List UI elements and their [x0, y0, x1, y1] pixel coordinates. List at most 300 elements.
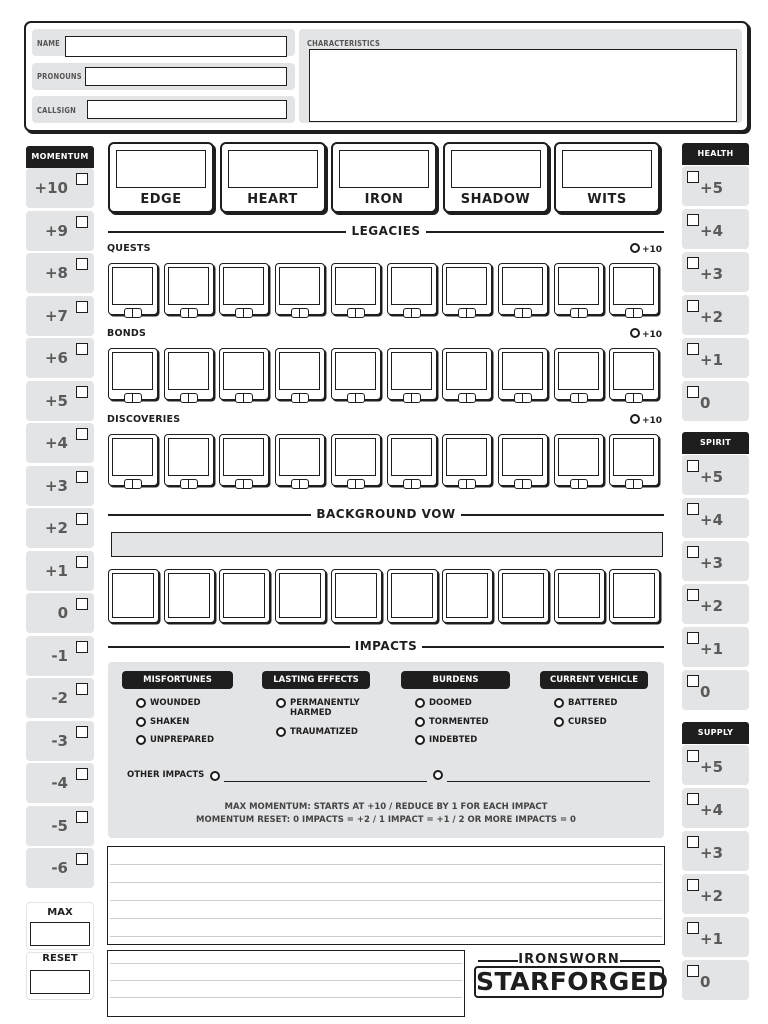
legacy-progress-box[interactable] [554, 263, 604, 315]
legacy-progress-box[interactable] [275, 348, 325, 400]
progress-box-inner [223, 267, 264, 305]
legacies-divider [108, 224, 664, 238]
progress-box-inner [502, 267, 543, 305]
experience-tab[interactable] [347, 393, 365, 403]
vow-progress-box[interactable] [442, 569, 493, 623]
momentum-cell [26, 678, 94, 718]
meter-spirit-title: SPIRIT [682, 432, 749, 454]
meter-checkbox[interactable] [687, 214, 699, 226]
legacy-progress-box[interactable] [219, 348, 269, 400]
legacy-bonus-label: +10 [642, 416, 663, 426]
experience-tab[interactable] [347, 479, 365, 489]
meter-checkbox[interactable] [687, 460, 699, 472]
momentum-cell [26, 593, 94, 633]
vow-progress-box[interactable] [331, 569, 382, 623]
experience-tab[interactable] [235, 308, 253, 318]
experience-tab[interactable] [124, 308, 142, 318]
momentum-cell [26, 763, 94, 803]
vow-progress-box[interactable] [275, 569, 326, 623]
background-vow-input[interactable] [111, 532, 663, 557]
experience-tab[interactable] [514, 393, 532, 403]
momentum-checkbox[interactable] [76, 173, 88, 185]
meter-value: +2 [700, 308, 724, 326]
momentum-value: 0 [57, 604, 68, 622]
stat-wits-input[interactable] [562, 150, 652, 188]
impact-label: WOUNDED [150, 698, 201, 708]
meter-checkbox[interactable] [687, 675, 699, 687]
progress-box-inner [391, 267, 432, 305]
callsign-label: CALLSIGN [37, 106, 76, 115]
experience-tab[interactable] [570, 479, 588, 489]
experience-tab[interactable] [347, 308, 365, 318]
progress-box-inner [391, 352, 432, 390]
meter-checkbox[interactable] [687, 750, 699, 762]
momentum-cell [26, 381, 94, 421]
momentum-value: +7 [44, 306, 68, 325]
meter-value: 0 [700, 973, 711, 991]
vow-progress-box[interactable] [498, 569, 549, 623]
legacy-bonus[interactable] [630, 414, 662, 426]
meter-checkbox[interactable] [687, 879, 699, 891]
progress-box-inner [223, 573, 265, 618]
meter-spirit-cell [682, 455, 749, 495]
momentum-checkbox[interactable] [76, 853, 88, 865]
max-label: MAX [47, 907, 73, 918]
progress-box-inner [223, 438, 264, 476]
experience-tab[interactable] [180, 308, 198, 318]
notes-area-secondary[interactable] [107, 950, 465, 1017]
legacy-progress-box[interactable] [498, 434, 548, 486]
legacy-progress-box[interactable] [219, 263, 269, 315]
character-header [24, 21, 749, 132]
legacy-progress-box[interactable] [387, 434, 437, 486]
impact-label: DOOMED [429, 698, 472, 708]
other-impact-1-line[interactable] [224, 781, 427, 782]
progress-box-inner [446, 267, 487, 305]
meter-checkbox[interactable] [687, 793, 699, 805]
progress-box-inner [112, 438, 153, 476]
momentum-checkbox[interactable] [76, 598, 88, 610]
stat-heart-label: HEART [247, 192, 298, 207]
momentum-checkbox[interactable] [76, 726, 88, 738]
stat-edge-label: EDGE [140, 192, 182, 207]
experience-tab[interactable] [514, 479, 532, 489]
stat-shadow-input[interactable] [451, 150, 541, 188]
meter-health-cell [682, 295, 749, 335]
progress-box-inner [112, 352, 153, 390]
other-impact-2-circle[interactable] [433, 770, 443, 780]
impact-checkbox-circle[interactable] [136, 735, 146, 745]
progress-box-inner [446, 438, 487, 476]
progress-box-inner [335, 438, 376, 476]
meter-value: 0 [700, 683, 711, 701]
meter-value: +3 [700, 844, 724, 862]
stat-iron [331, 142, 437, 213]
stat-iron-label: IRON [364, 192, 404, 207]
notes-area-main[interactable] [107, 846, 665, 945]
logo-ironsworn: IRONSWORN [474, 952, 664, 967]
meter-value: +2 [700, 887, 724, 905]
progress-box-inner [168, 352, 209, 390]
legacy-progress-box[interactable] [164, 434, 214, 486]
legacy-progress-box[interactable] [609, 348, 659, 400]
legacy-bonus-circle[interactable] [630, 414, 640, 424]
stat-shadow-label: SHADOW [460, 192, 531, 207]
progress-box-inner [446, 573, 488, 618]
legacy-progress-box[interactable] [164, 348, 214, 400]
impact-checkbox-circle[interactable] [554, 717, 564, 727]
vow-progress-box[interactable] [387, 569, 438, 623]
experience-tab[interactable] [403, 393, 421, 403]
meter-spirit-cell [682, 627, 749, 667]
progress-box-inner [279, 573, 321, 618]
meter-supply-cell [682, 831, 749, 871]
vow-progress-box[interactable] [609, 569, 660, 623]
meter-checkbox[interactable] [687, 257, 699, 269]
momentum-cell [26, 338, 94, 378]
momentum-checkbox[interactable] [76, 513, 88, 525]
progress-box-inner [613, 573, 655, 618]
meter-checkbox[interactable] [687, 965, 699, 977]
experience-tab[interactable] [458, 308, 476, 318]
progress-box-inner [558, 573, 600, 618]
reset-label: RESET [42, 953, 78, 964]
experience-tab[interactable] [291, 393, 309, 403]
experience-tab[interactable] [291, 308, 309, 318]
momentum-cell [26, 168, 94, 208]
impact-group-title: MISFORTUNES [122, 671, 233, 689]
meter-value: +4 [700, 801, 724, 819]
meter-supply-cell [682, 745, 749, 785]
callsign-field [32, 96, 295, 123]
vow-progress-box[interactable] [219, 569, 270, 623]
impacts-divider [108, 639, 664, 653]
background-vow-divider [108, 507, 664, 521]
legacy-progress-box[interactable] [108, 263, 158, 315]
legacy-bonus-circle[interactable] [630, 243, 640, 253]
impacts-note-2: MOMENTUM RESET: 0 IMPACTS = +2 / 1 IMPACT = +1 / 2 OR MORE IMPACTS = 0 [196, 815, 576, 825]
meter-spirit-cell [682, 584, 749, 624]
momentum-value: -3 [51, 731, 68, 750]
reset-momentum-input[interactable] [30, 970, 90, 994]
meter-health-cell [682, 338, 749, 378]
momentum-cell [26, 211, 94, 251]
impact-checkbox-circle[interactable] [276, 698, 286, 708]
momentum-cell [26, 551, 94, 591]
meter-value: +3 [700, 554, 724, 572]
stat-wits [554, 142, 660, 213]
momentum-value: -6 [51, 859, 68, 877]
other-impact-1-circle[interactable] [210, 771, 220, 781]
experience-tab[interactable] [235, 393, 253, 403]
stat-shadow [443, 142, 549, 213]
momentum-checkbox[interactable] [76, 768, 88, 780]
legacy-progress-box[interactable] [498, 348, 548, 400]
meter-checkbox[interactable] [687, 589, 699, 601]
meter-value: +2 [700, 597, 724, 615]
experience-tab[interactable] [570, 393, 588, 403]
experience-tab[interactable] [124, 393, 142, 403]
meter-checkbox[interactable] [687, 386, 699, 398]
progress-box-inner [279, 352, 320, 390]
meter-value: +1 [700, 351, 724, 369]
meter-supply-cell [682, 788, 749, 828]
momentum-cell [26, 466, 94, 506]
characteristics-label: CHARACTERISTICS [307, 39, 381, 48]
legacy-track-name: DISCOVERIES [107, 414, 181, 425]
meter-checkbox[interactable] [687, 632, 699, 644]
momentum-value: -1 [51, 646, 68, 665]
impact-checkbox-circle[interactable] [276, 727, 286, 737]
momentum-checkbox[interactable] [76, 641, 88, 653]
progress-box-inner [168, 573, 210, 618]
meter-health-title: HEALTH [682, 143, 749, 165]
meter-value: +1 [700, 930, 724, 948]
legacy-progress-box[interactable] [108, 348, 158, 400]
impact-label: BATTERED [568, 698, 618, 708]
progress-box-inner [446, 352, 487, 390]
progress-box-inner [391, 573, 433, 618]
progress-box-inner [112, 267, 153, 305]
legacy-progress-box[interactable] [609, 434, 659, 486]
progress-box-inner [558, 267, 599, 305]
legacy-progress-box[interactable] [164, 263, 214, 315]
meter-value: +4 [700, 511, 724, 529]
momentum-checkbox[interactable] [76, 556, 88, 568]
meter-checkbox[interactable] [687, 546, 699, 558]
momentum-cell [26, 296, 94, 336]
progress-box-inner [558, 352, 599, 390]
meter-checkbox[interactable] [687, 343, 699, 355]
momentum-cell [26, 806, 94, 846]
impact-label: PERMANENTLY HARMED [290, 698, 360, 718]
legacy-bonus[interactable] [630, 328, 662, 340]
momentum-checkbox[interactable] [76, 811, 88, 823]
impact-group-title: BURDENS [401, 671, 510, 689]
momentum-cell [26, 848, 94, 888]
momentum-cell [26, 508, 94, 548]
meter-value: +4 [700, 222, 724, 240]
legacy-progress-box[interactable] [387, 348, 437, 400]
meter-supply-cell [682, 917, 749, 957]
legacy-progress-box[interactable] [331, 263, 381, 315]
pronouns-field [32, 63, 295, 90]
stat-edge [108, 142, 214, 213]
momentum-checkbox[interactable] [76, 301, 88, 313]
experience-tab[interactable] [514, 308, 532, 318]
legacy-progress-box[interactable] [275, 434, 325, 486]
impact-label: TORMENTED [429, 716, 489, 727]
meter-health-cell [682, 252, 749, 292]
meter-value: +3 [700, 265, 724, 283]
legacy-progress-box[interactable] [554, 348, 604, 400]
progress-box-inner [279, 267, 320, 305]
momentum-cell [26, 721, 94, 761]
momentum-value: +3 [44, 476, 68, 495]
callsign-input[interactable] [87, 100, 287, 119]
meter-spirit-cell [682, 670, 749, 710]
vow-progress-box[interactable] [164, 569, 215, 623]
momentum-value: -2 [51, 689, 68, 707]
meter-health-cell [682, 209, 749, 249]
meter-spirit-cell [682, 498, 749, 538]
meter-checkbox[interactable] [687, 300, 699, 312]
meter-value: +5 [700, 179, 724, 197]
impact-label: CURSED [568, 716, 607, 727]
name-label: NAME [37, 39, 60, 48]
progress-box-inner [558, 438, 599, 476]
impact-group-title: LASTING EFFECTS [262, 671, 370, 689]
legacy-progress-box[interactable] [275, 263, 325, 315]
meter-spirit-cell [682, 541, 749, 581]
impact-checkbox-circle[interactable] [554, 698, 564, 708]
experience-tab[interactable] [625, 308, 643, 318]
legacy-track-name: BONDS [107, 328, 146, 339]
max-momentum-input[interactable] [30, 922, 90, 946]
experience-tab[interactable] [124, 479, 142, 489]
legacy-bonus-label: +10 [642, 245, 663, 255]
meter-checkbox[interactable] [687, 836, 699, 848]
momentum-value: +8 [44, 264, 68, 282]
progress-box-inner [279, 438, 320, 476]
momentum-checkbox[interactable] [76, 216, 88, 228]
stat-wits-label: WITS [587, 192, 627, 207]
progress-box-inner [335, 573, 377, 618]
stat-heart-input[interactable] [228, 150, 318, 188]
impact-label: SHAKEN [150, 716, 190, 727]
progress-box-inner [502, 438, 543, 476]
progress-box-inner [391, 438, 432, 476]
meter-health-cell [682, 166, 749, 206]
experience-tab[interactable] [291, 479, 309, 489]
momentum-value: +2 [44, 519, 68, 537]
legacy-progress-box[interactable] [554, 434, 604, 486]
progress-box-inner [168, 438, 209, 476]
experience-tab[interactable] [403, 308, 421, 318]
legacy-progress-box[interactable] [498, 263, 548, 315]
legacy-progress-box[interactable] [387, 263, 437, 315]
vow-progress-box[interactable] [554, 569, 605, 623]
momentum-value: +9 [44, 221, 68, 240]
legacy-progress-box[interactable] [331, 348, 381, 400]
characteristics-input[interactable] [309, 49, 737, 122]
legacy-progress-box[interactable] [331, 434, 381, 486]
momentum-value: +6 [44, 349, 68, 367]
momentum-cell [26, 253, 94, 293]
momentum-value: +10 [34, 179, 68, 197]
progress-box-inner [613, 267, 654, 305]
progress-box-inner [335, 352, 376, 390]
legacy-bonus[interactable] [630, 243, 662, 255]
momentum-checkbox[interactable] [76, 428, 88, 440]
logo-starforged: STARFORGED [476, 967, 669, 996]
experience-tab[interactable] [625, 479, 643, 489]
momentum-checkbox[interactable] [76, 471, 88, 483]
meter-supply-cell [682, 960, 749, 1000]
experience-tab[interactable] [180, 479, 198, 489]
momentum-cell [26, 636, 94, 676]
pronouns-input[interactable] [85, 67, 287, 86]
name-field [32, 29, 295, 56]
stat-edge-input[interactable] [116, 150, 206, 188]
momentum-checkbox[interactable] [76, 343, 88, 355]
legacy-progress-box[interactable] [108, 434, 158, 486]
other-impacts-label: OTHER IMPACTS [127, 770, 205, 780]
experience-tab[interactable] [180, 393, 198, 403]
meter-value: +1 [700, 640, 724, 658]
impact-checkbox-circle[interactable] [136, 698, 146, 708]
name-input[interactable] [65, 36, 287, 57]
momentum-value: -4 [51, 774, 68, 792]
meter-checkbox[interactable] [687, 922, 699, 934]
legacy-progress-box[interactable] [219, 434, 269, 486]
stat-iron-input[interactable] [339, 150, 429, 188]
impact-label: UNPREPARED [150, 735, 215, 745]
legacy-progress-box[interactable] [609, 263, 659, 315]
impact-checkbox-circle[interactable] [415, 698, 425, 708]
meter-checkbox[interactable] [687, 171, 699, 183]
progress-box-inner [613, 352, 654, 390]
progress-box-inner [223, 352, 264, 390]
experience-tab[interactable] [458, 393, 476, 403]
experience-tab[interactable] [570, 308, 588, 318]
impact-label: INDEBTED [429, 735, 478, 745]
stat-heart [220, 142, 326, 213]
experience-tab[interactable] [235, 479, 253, 489]
momentum-cell [26, 423, 94, 463]
legacy-bonus-circle[interactable] [630, 328, 640, 338]
momentum-checkbox[interactable] [76, 683, 88, 695]
momentum-value: +5 [44, 391, 68, 410]
meter-supply-title: SUPPLY [682, 722, 749, 744]
legacy-bonus-label: +10 [642, 330, 663, 340]
impact-checkbox-circle[interactable] [136, 717, 146, 727]
impact-checkbox-circle[interactable] [415, 735, 425, 745]
momentum-checkbox[interactable] [76, 258, 88, 270]
pronouns-label: PRONOUNS [37, 72, 82, 81]
momentum-checkbox[interactable] [76, 386, 88, 398]
legacy-track-name: QUESTS [107, 243, 151, 254]
experience-tab[interactable] [403, 479, 421, 489]
meter-supply-cell [682, 874, 749, 914]
meter-checkbox[interactable] [687, 503, 699, 515]
progress-box-inner [613, 438, 654, 476]
legacy-progress-box[interactable] [442, 263, 492, 315]
progress-box-inner [502, 573, 544, 618]
momentum-value: +4 [44, 434, 68, 452]
impact-checkbox-circle[interactable] [415, 717, 425, 727]
other-impact-2-line[interactable] [447, 781, 650, 782]
momentum-title: MOMENTUM [26, 146, 94, 168]
characteristics-field [299, 29, 742, 123]
vow-progress-box[interactable] [108, 569, 159, 623]
experience-tab[interactable] [458, 479, 476, 489]
meter-health-cell [682, 381, 749, 421]
legacy-progress-box[interactable] [442, 434, 492, 486]
progress-box-inner [502, 352, 543, 390]
impacts-title: IMPACTS [350, 639, 423, 653]
legacy-progress-box[interactable] [442, 348, 492, 400]
impact-label: TRAUMATIZED [290, 727, 358, 737]
experience-tab[interactable] [625, 393, 643, 403]
meter-value: 0 [700, 394, 711, 412]
meter-value: +5 [700, 758, 724, 776]
progress-box-inner [112, 573, 154, 618]
impact-group-title: CURRENT VEHICLE [540, 671, 648, 689]
background-vow-title: BACKGROUND VOW [311, 507, 460, 521]
impacts-note-1: MAX MOMENTUM: STARTS AT +10 / REDUCE BY 1 FOR EACH IMPACT [224, 802, 548, 812]
meter-value: +5 [700, 468, 724, 486]
